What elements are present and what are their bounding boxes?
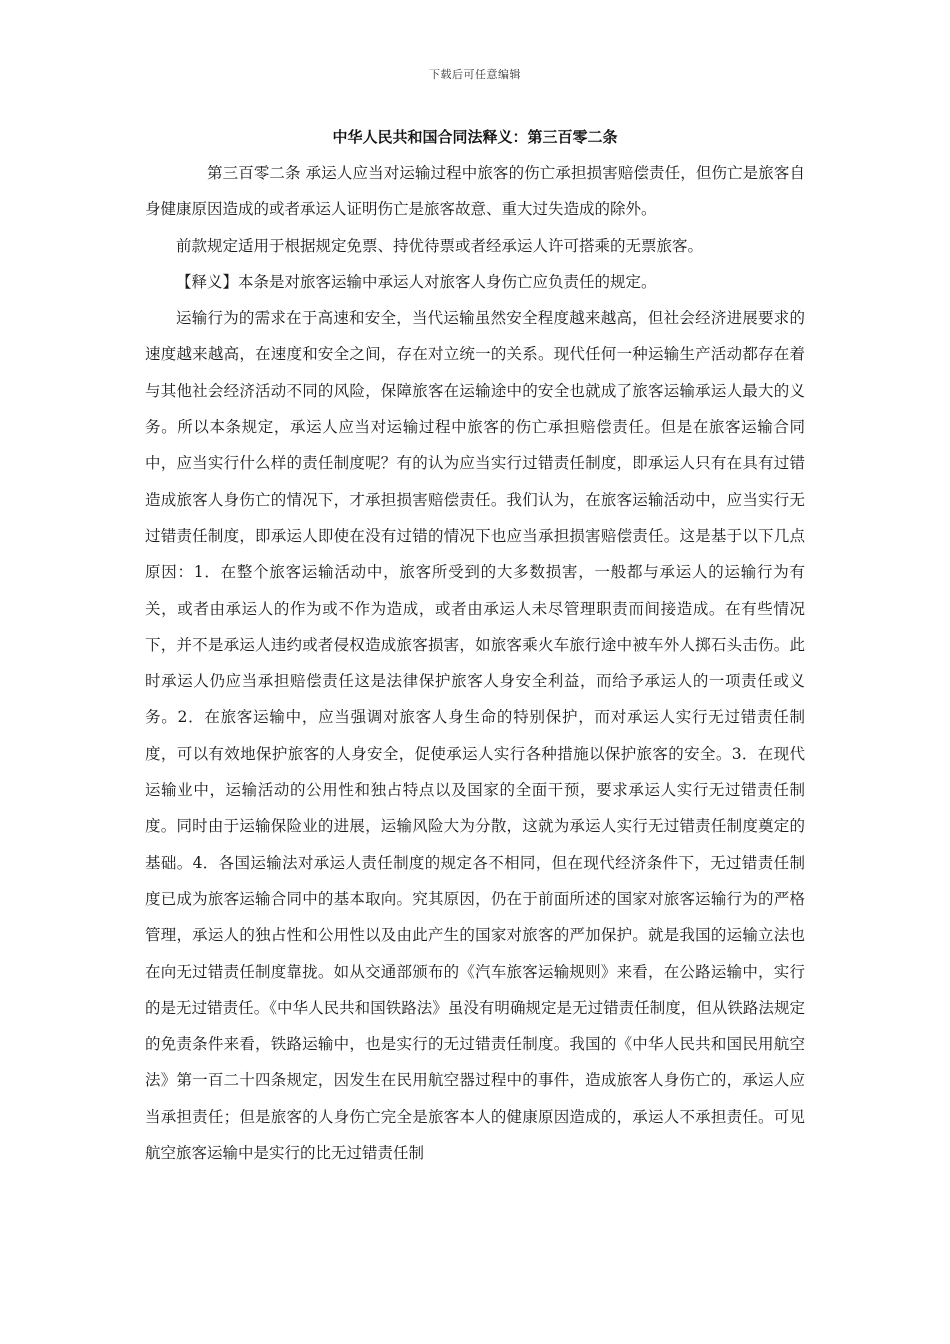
- document-body: [145, 155, 805, 1171]
- interpretation-heading-paragraph: 【释义】本条是对旅客运输中承运人对旅客人身伤亡应负责任的规定。: [176, 272, 657, 291]
- document-title: 中华人民共和国合同法释义：第三百零二条: [332, 128, 618, 146]
- body-paragraph: 前款规定适用于根据规定免票、持优待票或者经承运人许可搭乘的无票旅客。: [176, 236, 704, 255]
- body-paragraph: 运输行为的需求在于高速和安全，当代运输虽然安全程度越来越高，但社会经济进展要求的速度越来越高，在速度和安全之间，存在对立统一的关系。现代任何一种运输生产活动都存在着与其他社会经济活动不同的风险，保障旅客在运输途中的安全也就成了旅客运输承运人最大的义务。所以本条规定，承运人应当对运输过程中旅客的伤亡承担赔偿责任。但是在旅客运输合同中，应当实行什么样的责任制度呢？有的认为应当实行过错责任制度，即承运人只有在具有过错造成旅客人身伤亡的情况下，才承担损害赔偿责任。我们认为，在旅客运输活动中，应当实行无过错责任制度，即承运人即使在没有过错的情况下也应当承担损害赔偿责任。这是基于以下几点原因：1．在整个旅客运输活动中，旅客所受到的大多数损害，一般都与承运人的运输行为有关，或者由承运人的作为或不作为造成，或者由承运人未尽管理职责而间接造成。在有些情况下，并不是承运人违约或者侵权造成旅客损害，如旅客乘火车旅行途中被车外人掷石头击伤。此时承运人仍应当承担赔偿责任这是法律保护旅客人身安全利益，而给予承运人的一项责任或义务。2．在旅客运输中，应当强调对旅客人身生命的特别保护，而对承运人实行无过错责任制度，可以有效地保护旅客的人身安全，促使承运人实行各种措施以保护旅客的安全。3．在现代运输业中，运输活动的公用性和独占特点以及国家的全面干预，要求承运人实行无过错责任制度。同时由于运输保险业的进展，运输风险大为分散，这就为承运人实行无过错责任制度奠定的基础。4．各国运输法对承运人责任制度的规定各不相同，但在现代经济条件下，无过错责任制度已成为旅客运输合同中的基本取向。究其原因，仍在于前面所述的国家对旅客运输行为的严格管理，承运人的独占性和公用性以及由此产生的国家对旅客的严加保护。就是我国的运输立法也在向无过错责任制度靠拢。如从交通部颁布的《汽车旅客运输规则》来看，在公路运输中，实行的是无过错责任。《中华人民共和国铁路法》虽没有明确规定是无过错责任制度，但从铁路法规定的免责条件来看，铁路运输中，也是实行的无过错责任制度。我国的《中华人民共和国民用航空法》第一百二十四条规定，因发生在民用航空器过程中的事件，造成旅客人身伤亡的，承运人应当承担责任；但是旅客的人身伤亡完全是旅客本人的健康原因造成的，承运人不承担责任。可见航空旅客运输中是实行的比无过错责任制: [145, 309, 805, 1163]
- header-note: 下载后可任意编辑: [429, 68, 521, 81]
- article-paragraph: 第三百零二条 承运人应当对运输过程中旅客的伤亡承担损害赔偿责任，但伤亡是旅客自身健康原因造成的或者承运人证明伤亡是旅客故意、重大过失造成的除外。: [145, 164, 805, 219]
